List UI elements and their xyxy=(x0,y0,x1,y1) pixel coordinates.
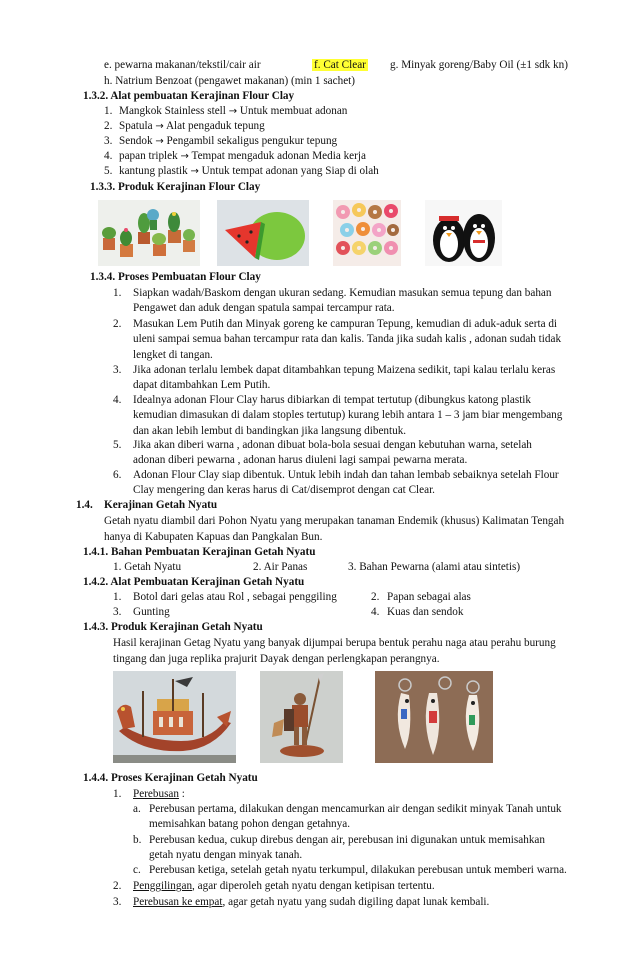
substep-line: Perebusan pertama, dilakukan dengan mencamurkan air dengan sedikit minyak Tanah untuk xyxy=(149,803,562,815)
alat-132-row xyxy=(119,164,379,179)
alat-132-desc: Untuk membuat adonan xyxy=(239,105,348,117)
bahan-item-f xyxy=(312,58,368,73)
step-134-line: uleni sampai semua bahan tercampur rata dan kalis. Tanda jika sudah kalis , adonan sudah tidak xyxy=(133,333,562,346)
heading-132: 1.3.2. Alat pembuatan Kerajinan Flour Clay xyxy=(83,90,295,102)
arrow-icon: → xyxy=(180,151,189,162)
step2-row xyxy=(133,879,435,894)
alat-132-desc: Pengambil sekaligus pengukur tepung xyxy=(166,135,338,147)
alat-132-name: papan triplek xyxy=(119,150,178,162)
photo-watermelon-clay xyxy=(217,200,309,266)
arrow-icon: → xyxy=(228,106,238,117)
substep-line: Perebusan kedua, cukup direbus dengan air, perebusan ini digunakan untuk memisahkan xyxy=(149,834,545,846)
alat-132-number: 4. xyxy=(104,150,113,162)
step-134-line: dan akan lebih lembut di bandingkan jika langsung dibentuk. xyxy=(133,424,407,437)
para-143-line2: tingang dan juga replika prajurit Dayak dengan perlengkapan perangnya. xyxy=(113,653,440,665)
alat-142-num2: 2. xyxy=(371,591,380,603)
step-134-number: 4. xyxy=(113,394,122,406)
step-134-line: Idealnya adonan Flour Clay harus dibiarkan di tempat tertutup (dibungkus katong plastik xyxy=(133,394,532,406)
alat-132-row xyxy=(119,104,347,119)
para-14-line1: Getah nyatu diambil dari Pohon Nyatu yang merupakan tanaman Endemik (khusus) Kalimatan Tengah xyxy=(104,515,565,527)
heading-134: 1.3.4. Proses Pembuatan Flour Clay xyxy=(90,271,261,283)
alat-132-desc: Alat pengaduk tepung xyxy=(165,120,265,132)
step-134-number: 2. xyxy=(113,318,122,330)
photo-dragon-boat xyxy=(113,671,236,763)
step2-number: 2. xyxy=(113,880,122,892)
step-134-number: 3. xyxy=(113,364,122,376)
photo-donut-clay xyxy=(333,200,401,266)
substep-letter: c. xyxy=(133,864,141,876)
step3-title: Perebusan ke empat xyxy=(133,896,223,908)
photo-dayak-warrior xyxy=(260,671,343,763)
substep-letter: a. xyxy=(133,803,141,815)
alat-132-number: 1. xyxy=(104,105,113,117)
step-134-line: Pengawet dan aduk dengan spatula sampai tercampur rata. xyxy=(133,302,395,315)
bahan-141-item3: 3. Bahan Pewarna (alami atau sintetis) xyxy=(348,561,521,573)
arrow-icon: → xyxy=(155,121,164,132)
alat-132-desc: Untuk tempat adonan yang Siap di olah xyxy=(201,165,379,177)
step-134-line: kemudian dimasukan di dalam stoples tertutup) kurang lebih antara 1 – 3 jam biar mengembang xyxy=(133,409,563,422)
step-134-line: Jika akan diberi warna , adonan dibuat bola-bola sesuai dengan kebutuhan warna, setelah xyxy=(133,439,532,451)
photo-penguin-clay xyxy=(425,200,502,266)
step-134-number: 6. xyxy=(113,469,122,481)
alat-132-name: Sendok xyxy=(119,135,153,147)
bahan-141-item2: 2. Air Panas xyxy=(253,561,308,573)
step-134-line: adonan diberi pewarna , adonan harus diuleni lagi sampai pewarna merata. xyxy=(133,454,468,467)
alat-132-row xyxy=(119,134,337,149)
heading-143: 1.4.3. Produk Kerajinan Getah Nyatu xyxy=(83,621,263,633)
step2-title: Penggilingan xyxy=(133,880,193,892)
heading-14: Kerajinan Getah Nyatu xyxy=(104,499,218,511)
alat-142-num1: 1. xyxy=(113,591,122,603)
alat-142-item4: Kuas dan sendok xyxy=(387,606,464,618)
heading-144: 1.4.4. Proses Kerajinan Getah Nyatu xyxy=(83,772,258,784)
step-134-line: lengket di tangan. xyxy=(133,348,213,361)
arrow-icon: → xyxy=(190,166,199,177)
substep-line: memisahkan batang pohon dengan getahnya. xyxy=(149,818,351,831)
alat-142-item1: Botol dari gelas atau Rol , sebagai penggiling xyxy=(133,591,337,603)
alat-132-number: 3. xyxy=(104,135,113,147)
alat-132-number: 5. xyxy=(104,165,113,177)
para-14-line2: hanya di Kabupaten Kapuas dan Pangkalan Bun. xyxy=(104,531,323,543)
bahan-item-g: g. Minyak goreng/Baby Oil (±1 sdk kn) xyxy=(390,59,568,71)
alat-132-desc: Tempat mengaduk adonan Media kerja xyxy=(191,150,366,162)
step-134-line: Jika adonan terlalu lembek dapat ditambahkan tepung Maizena sedikit, tapi kalau terlalu keras xyxy=(133,364,556,376)
arrow-icon: → xyxy=(155,136,164,147)
step1-number: 1. xyxy=(113,788,122,800)
step-134-line: Adonan Flour Clay siap dibentuk. Untuk lebih indah dan tahan lembab sebaiknya setelah Flour xyxy=(133,469,559,481)
step3-number: 3. xyxy=(113,896,122,908)
photo-cactus-pots xyxy=(98,200,200,266)
bahan-141-item1: 1. Getah Nyatu xyxy=(113,561,182,573)
alat-142-num4: 4. xyxy=(371,606,380,618)
step3-row xyxy=(133,895,489,910)
step-134-line: dapat ditambahkan Lem Putih. xyxy=(133,379,271,392)
heading-141: 1.4.1. Bahan Pembuatan Kerajinan Getah Nyatu xyxy=(83,546,316,558)
step1-colon: : xyxy=(178,788,185,800)
step-134-line: Masukan Lem Putih dan Minyak goreng ke campuran Tepung, kemudian di aduk-aduk serta di xyxy=(133,318,558,330)
step3-text: , agar getah nyatu yang sudah digiling dapat lunak kembali. xyxy=(222,896,490,908)
alat-142-item2: Papan sebagai alas xyxy=(387,591,471,603)
alat-132-row xyxy=(119,149,366,164)
alat-132-name: Spatula xyxy=(119,120,153,132)
alat-142-item3: Gunting xyxy=(133,606,170,618)
highlight-cat-clear: f. Cat Clear xyxy=(314,59,366,71)
bahan-item-h: h. Natrium Benzoat (pengawet makanan) (min 1 sachet) xyxy=(104,75,356,87)
alat-142-num3: 3. xyxy=(113,606,122,618)
bahan-item-e: e. pewarna makanan/tekstil/cair air xyxy=(104,59,261,71)
alat-132-row xyxy=(119,119,265,134)
step-134-line: Siapkan wadah/Baskom dengan ukuran sedang. Kemudian masukan semua tepung dan bahan xyxy=(133,287,552,299)
heading-14-number: 1.4. xyxy=(76,499,93,511)
substep-line: Perebusan ketiga, setelah getah nyatu terkumpul, dilakukan perebusan untuk memberi warna. xyxy=(149,864,567,876)
substep-line: getah nyatu dengan minyak tanah. xyxy=(149,849,303,862)
step-134-line: Clay mengering dan keras harus di Cat/disemprot dengan cat Clear. xyxy=(133,484,435,497)
photo-keychains xyxy=(375,671,493,763)
heading-142: 1.4.2. Alat Pembuatan Kerajinan Getah Nyatu xyxy=(83,576,305,588)
alat-132-name: Mangkok Stainless stell xyxy=(119,105,226,117)
step-134-number: 1. xyxy=(113,287,122,299)
step-134-number: 5. xyxy=(113,439,122,451)
heading-133: 1.3.3. Produk Kerajinan Flour Clay xyxy=(90,181,261,193)
step2-text: , agar diperoleh getah nyatu dengan ketipisan tertentu. xyxy=(192,880,435,892)
alat-132-name: kantung plastik xyxy=(119,165,188,177)
step1-title: Perebusan xyxy=(133,788,179,800)
alat-132-number: 2. xyxy=(104,120,113,132)
substep-letter: b. xyxy=(133,834,142,846)
para-143-line1: Hasil kerajinan Getag Nyatu yang banyak dijumpai berupa bentuk perahu naga atau perahu burung xyxy=(113,637,556,649)
step1-title-row xyxy=(133,787,185,802)
